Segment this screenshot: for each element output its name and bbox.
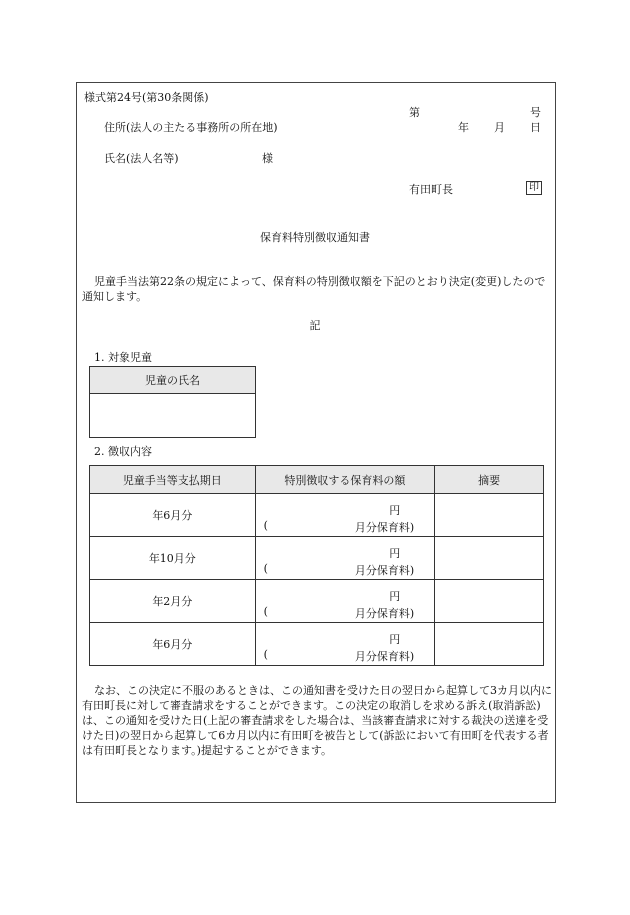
name-label: 氏名(法人名等) <box>104 152 179 165</box>
table-row <box>90 623 544 666</box>
date-day-label: 日 <box>530 121 541 134</box>
month-fee-label: 月分保育料) <box>354 521 415 534</box>
period-cell: 年10月分 <box>90 537 256 580</box>
remarks-cell <box>435 580 544 623</box>
section2-heading: 2. 徴収内容 <box>94 445 152 458</box>
target-child-table <box>89 366 256 438</box>
section1-heading: 1. 対象児童 <box>94 351 152 364</box>
table-row <box>90 580 544 623</box>
table-row <box>90 494 544 537</box>
yen-unit: 円 <box>389 590 401 603</box>
period-cell: 年6月分 <box>90 623 256 666</box>
yen-unit: 円 <box>389 633 401 646</box>
amount-header: 特別徴収する保育料の額 <box>255 466 435 494</box>
remarks-header: 摘要 <box>435 466 544 494</box>
amount-cell <box>255 537 435 580</box>
collection-table <box>89 465 544 666</box>
table-row <box>90 537 544 580</box>
yen-unit: 円 <box>389 504 401 517</box>
amount-cell <box>255 580 435 623</box>
intro-paragraph: 児童手当法第22条の規定によって、保育料の特別徴収額を下記のとおり決定(変更)したので通知します。 <box>82 275 546 303</box>
remarks-cell <box>435 494 544 537</box>
appeal-notice-paragraph: なお、この決定に不服のあるときは、この通知書を受けた日の翌日から起算して3カ月以内に有田町長に対して審査請求をすることができます。この決定の取消しを求める訴え(取消訴訟)は、この通知を受けた日(上記の審査請求をした場合は、当該審査請求に対する裁決の送達を受けた日)の翌日から起算して6カ月以内に有田町を被告として(訴訟において有田町を代表する者は有田町長となります。)提起することができます。 <box>82 684 552 757</box>
remarks-cell <box>435 537 544 580</box>
period-cell: 年6月分 <box>90 494 256 537</box>
amount-cell <box>255 623 435 666</box>
period-cell: 年2月分 <box>90 580 256 623</box>
document-number-prefix: 第 <box>409 106 420 119</box>
ki-heading: 記 <box>309 319 321 332</box>
yen-unit: 円 <box>389 547 401 560</box>
honorific: 様 <box>262 152 273 165</box>
payment-date-header: 児童手当等支払期日 <box>90 466 256 494</box>
child-name-header: 児童の氏名 <box>90 367 256 394</box>
open-paren: ( <box>263 562 268 575</box>
remarks-cell <box>435 623 544 666</box>
document-title: 保育料特別徴収通知書 <box>260 231 370 244</box>
open-paren: ( <box>263 648 268 661</box>
amount-cell <box>255 494 435 537</box>
form-number: 様式第24号(第30条関係) <box>84 91 209 104</box>
month-fee-label: 月分保育料) <box>354 607 415 620</box>
document-number-suffix: 号 <box>530 106 541 119</box>
date-month-label: 月 <box>494 121 505 134</box>
month-fee-label: 月分保育料) <box>354 650 415 663</box>
open-paren: ( <box>263 605 268 618</box>
month-fee-label: 月分保育料) <box>354 564 415 577</box>
seal-mark: 印 <box>526 181 542 195</box>
date-year-label: 年 <box>458 121 469 134</box>
child-name-cell <box>90 394 256 438</box>
issuer-mayor: 有田町長 <box>409 183 453 196</box>
address-label: 住所(法人の主たる事務所の所在地) <box>104 121 278 134</box>
open-paren: ( <box>263 519 268 532</box>
